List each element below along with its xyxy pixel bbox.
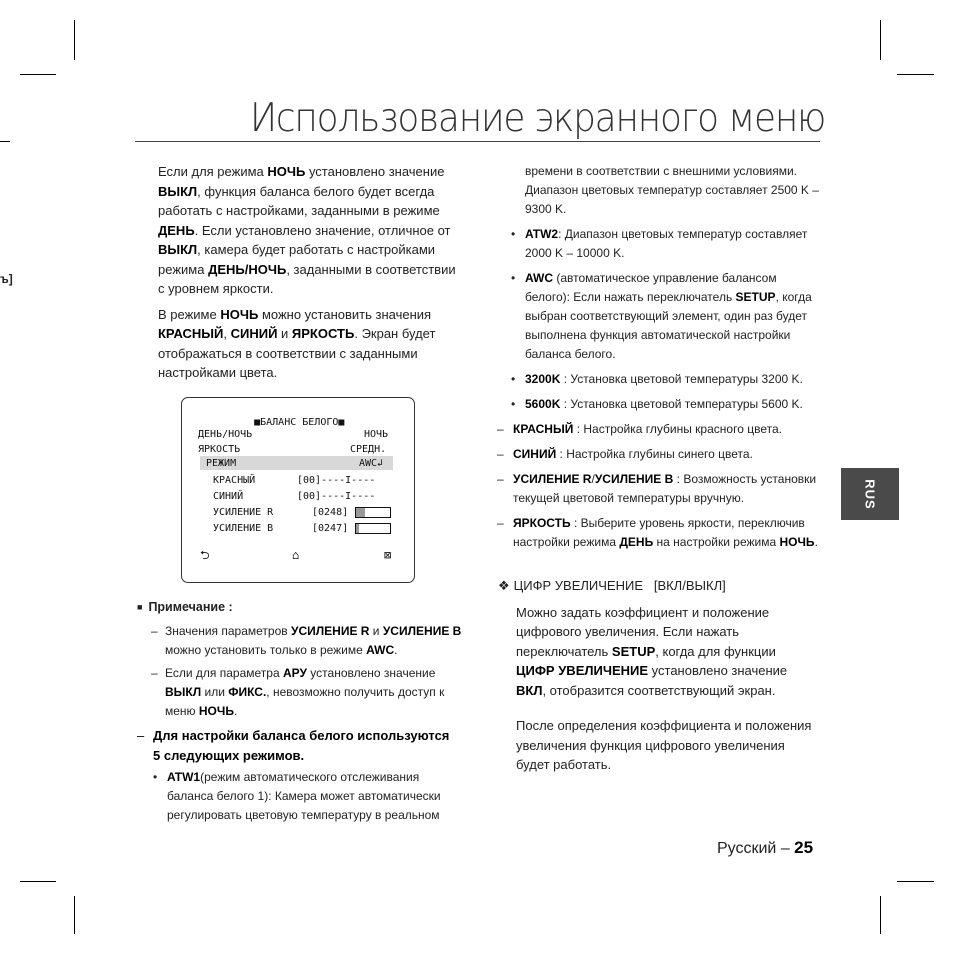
bold-term: ЦИФР УВЕЛИЧЕНИЕ [516,663,649,678]
note-heading-text: Примечание : [148,600,233,614]
zoom-heading [498,576,818,596]
crop-mark [74,20,75,60]
bold-term: ВКЛ [516,682,543,698]
bold-term: НОЧЬ [198,703,234,718]
text: на настройки режима [653,535,780,549]
paragraph-night-off [158,162,458,299]
text: , отобразится соответствующий экран. [542,682,776,698]
bold-term: ЯРКОСТЬ [291,326,355,341]
text: установлено значение [305,164,445,179]
page-footer [717,838,813,858]
page-title: Использование экранного меню [250,96,826,141]
home-icon[interactable]: ⌂ [292,548,300,562]
bold-term: УСИЛЕНИЕ R [513,472,592,486]
bold-term: НОЧЬ [267,164,306,179]
mode-atw1 [137,768,457,825]
mode-5600k [497,395,822,414]
atw1-continued: времени в соответствии с внешними условиями. Диапазон цветовых температур составляет 2500 K – 9300 K. [525,164,819,216]
bold-term: КРАСНЫЙ [158,326,224,341]
bold-term: 3200K [525,372,561,386]
item-brightness [497,514,822,552]
bold-term: ATW2 [525,227,559,241]
menu-marker-icon: ■ [254,417,261,428]
crop-mark [20,74,56,75]
diamond-icon: ❖ [498,578,510,593]
text: Значения параметров [165,623,291,638]
osd-title-text: БАЛАНС БЕЛОГО [260,417,339,428]
crop-mark [880,20,881,60]
bold-term: АРУ [282,665,307,680]
text: : Возможность установки текущей цветовой температуры вручную. [513,472,817,505]
osd-value-mode: AWC↲ [359,458,384,469]
text: : Установка цветовой температуры 5600 K. [560,397,803,411]
crop-mark [74,896,75,934]
text: В режиме [158,306,221,322]
text: (автоматическое управление балансом белого): Если нажать переключатель [525,271,777,304]
right-column [497,162,822,552]
bold-term: 5600K [525,397,561,411]
text: . [233,703,238,718]
bold-term: СИНИЙ [230,326,278,341]
dash-bullet: – [137,728,145,743]
modes-block [137,726,457,825]
bold-term: НОЧЬ [779,535,815,549]
osd-label-red: КРАСНЫЙ [213,475,256,486]
gain-r-bar [355,507,391,518]
bold-term: ДЕНЬ/НОЧЬ [208,261,287,277]
text: и [277,326,292,341]
crop-mark [20,881,56,882]
text: можно установить только в режиме [165,642,367,657]
bold-term: ДЕНЬ [158,222,195,238]
footer-language: Русский – [717,840,795,857]
osd-value-gain-b: [0247] [312,523,349,534]
gain-b-bar [355,523,391,534]
zoom-heading-text: ЦИФР УВЕЛИЧЕНИЕ [ВКЛ/ВЫКЛ] [513,578,726,593]
bold-term: ЯРКОСТЬ [513,516,571,530]
osd-value-brightness: СРЕДН. [350,444,387,455]
note-item [137,622,462,660]
text: : Диапазон цветовых температур составляет 2000 K – 10000 K. [525,227,808,260]
digital-zoom-section [498,576,818,775]
item-gain [497,470,822,508]
osd-value-gain-r: [0248] [312,507,349,518]
mode-3200k [497,370,822,389]
text: . [394,642,398,657]
bold-term: ВЫКЛ [165,684,202,699]
bold-term: УСИЛЕНИЕ B [382,623,462,638]
item-blue [497,445,822,464]
text: : Настройка глубины синего цвета. [556,447,753,461]
text: , камера будет работать с настройками режима [158,242,436,277]
zoom-paragraph-2: После определения коэффициента и положения увеличения функция цифрового увеличения будет работать. [516,718,812,772]
text: установлено значение [306,665,436,680]
crop-mark [0,141,10,142]
osd-white-balance-menu [181,397,415,583]
bold-term: ДЕНЬ [619,535,654,549]
dash-bullet: – [497,516,504,530]
text: , [223,326,231,341]
left-column [158,162,458,383]
dash-bullet: – [151,623,158,638]
text: : Выберите уровень яркости, переключив настройки режима [513,516,805,549]
exit-icon[interactable]: ⊠ [384,548,392,562]
text: Если для параметра [165,665,283,680]
note-item [137,664,462,721]
title-rule [135,141,820,142]
note-block [137,598,462,721]
osd-label-gain-b: УСИЛЕНИЕ B [213,523,274,534]
bold-term: AWC [525,271,553,285]
bold-term: AWC [366,642,395,657]
text: и [369,623,383,638]
osd-value-red: [00]----I---- [297,475,376,486]
dash-bullet: – [497,422,504,436]
zoom-paragraph-1 [498,603,818,701]
text: , невозможно получить доступ к меню [165,684,445,718]
text: , когда выбран соответствующий элемент, один раз будет выполнена функция автоматической настройки баланса белого. [525,290,812,361]
osd-value-blue: [00]----I---- [297,491,376,502]
text: можно установить значения [258,306,432,322]
osd-label-brightness: ЯРКОСТЬ [198,444,241,455]
dot-bullet: • [511,372,516,386]
crop-mark [880,896,881,934]
bold-term: SETUP [735,290,776,304]
paragraph-night-colors [158,305,458,383]
text: : Настройка глубины красного цвета. [573,422,782,436]
language-tab [841,468,899,520]
bold-term: УСИЛЕНИЕ R [290,623,370,638]
crop-mark [897,74,934,75]
mode-awc [497,269,822,364]
language-tab-label: RUS [862,478,878,510]
text: , функция баланса белого будет всегда работать с настройками, заданными в режиме [158,183,440,218]
text: установлено значение [648,663,788,678]
osd-label-blue: СИНИЙ [213,491,244,502]
dash-bullet: – [497,447,504,461]
modes-heading-text: Для настройки баланса белого используются 5 следующих режимов. [153,728,450,763]
text: , заданными в соответствии с уровнем яркости. [158,261,456,296]
dot-bullet: • [153,770,158,784]
text: Можно задать коэффициент и положение цифрового увеличения. Если нажать переключатель [516,604,770,659]
return-icon[interactable]: ⮌ [200,548,210,562]
bold-term: SETUP [611,643,656,659]
dash-bullet: – [497,472,504,486]
note-heading [137,598,462,618]
gain-r-bar-fill [356,508,365,517]
text: . Экран будет отображаться в соответствии с заданными настройками цвета. [158,326,436,380]
dot-bullet: • [511,227,516,241]
text: / [591,472,595,486]
square-bullet-icon: ■ [137,602,143,612]
osd-label-day-night: ДЕНЬ/НОЧЬ [198,429,253,440]
osd-label-mode: РЕЖИМ [206,458,237,469]
bold-term: ВЫКЛ [158,242,198,257]
gain-b-bar-fill [356,524,359,533]
text: Если для режима [158,164,268,179]
dash-bullet: – [151,665,158,680]
item-red [497,420,822,439]
osd-label-gain-r: УСИЛЕНИЕ R [213,507,274,518]
text: . [814,535,818,549]
osd-value-day-night: НОЧЬ [364,429,389,440]
bold-term: ВЫКЛ [158,183,198,199]
edge-mark: ъ] [0,272,13,286]
bold-term: ATW1 [167,770,201,784]
text: или [201,684,229,699]
bold-term: КРАСНЫЙ [513,422,574,436]
page-number: 25 [794,838,814,857]
menu-marker-icon: ■ [338,417,345,428]
mode-atw2 [497,225,822,263]
text: , когда для функции [655,643,776,659]
bold-term: СИНИЙ [513,447,557,461]
modes-heading [137,726,457,765]
dot-bullet: • [511,397,516,411]
bold-term: ФИКС. [228,684,267,699]
dot-bullet: • [511,271,516,285]
bold-term: НОЧЬ [220,306,259,322]
text: : Установка цветовой температуры 3200 K. [560,372,803,386]
text: . Если установлено значение, отличное от [194,222,451,238]
bold-term: УСИЛЕНИЕ B [594,472,674,486]
crop-mark [897,881,934,882]
text: (режим автоматического отслеживания баланса белого 1): Камера может автоматически регулировать цветовую температуру в реальном [167,770,441,822]
